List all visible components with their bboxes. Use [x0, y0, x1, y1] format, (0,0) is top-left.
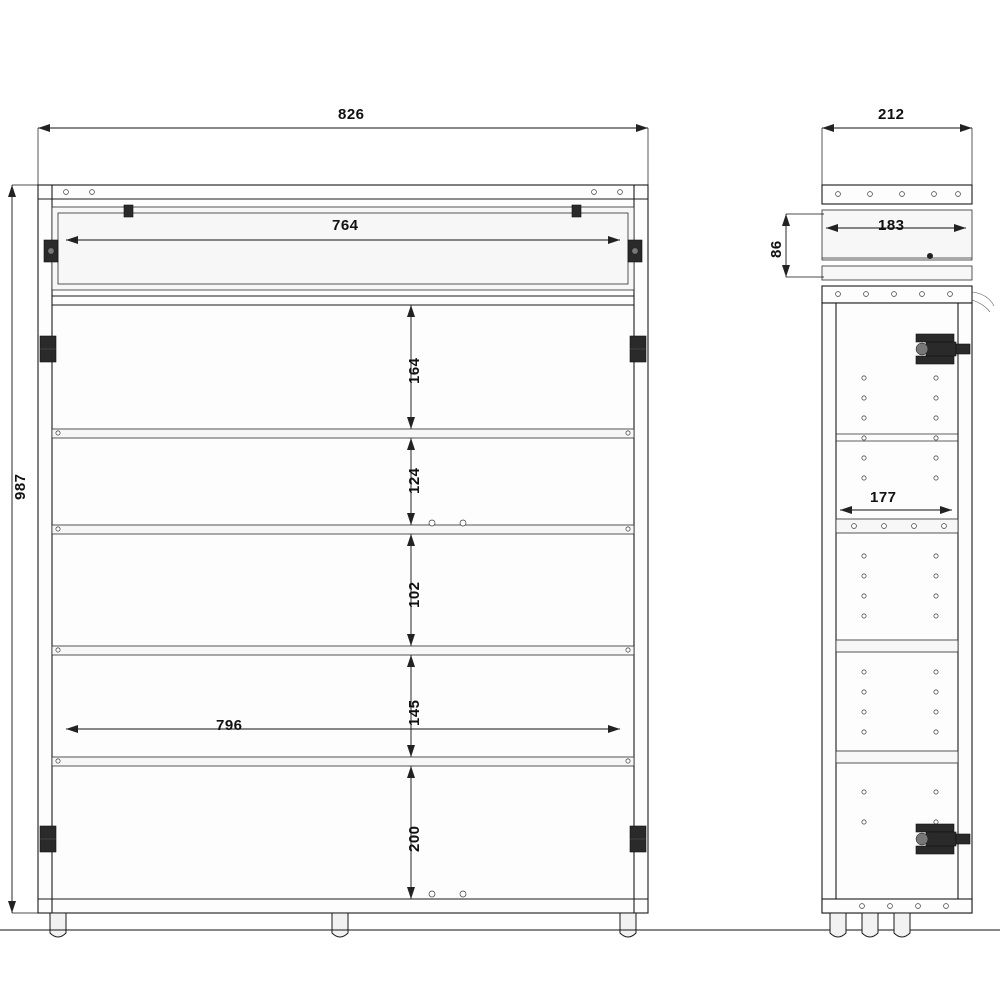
dimension-compartment-1: 164 [406, 357, 423, 384]
dimension-side-shelf-depth: 177 [870, 489, 897, 506]
dimension-compartment-2: 124 [406, 467, 423, 494]
dimension-compartment-4: 145 [406, 699, 423, 726]
dimension-shelf-inner-width: 796 [216, 717, 243, 734]
dimension-compartment-5: 200 [406, 825, 423, 852]
dimension-side-drawer-height: 86 [768, 240, 785, 258]
dimension-compartment-3: 102 [406, 581, 423, 608]
dimension-front-overall-height: 987 [12, 473, 29, 500]
dimension-drawer-front-inner-width: 764 [332, 217, 359, 234]
side-elevation-view [782, 124, 994, 937]
dimension-side-overall-depth: 212 [878, 106, 905, 123]
dimension-front-overall-width: 826 [338, 106, 365, 123]
dimension-side-drawer-depth: 183 [878, 217, 905, 234]
